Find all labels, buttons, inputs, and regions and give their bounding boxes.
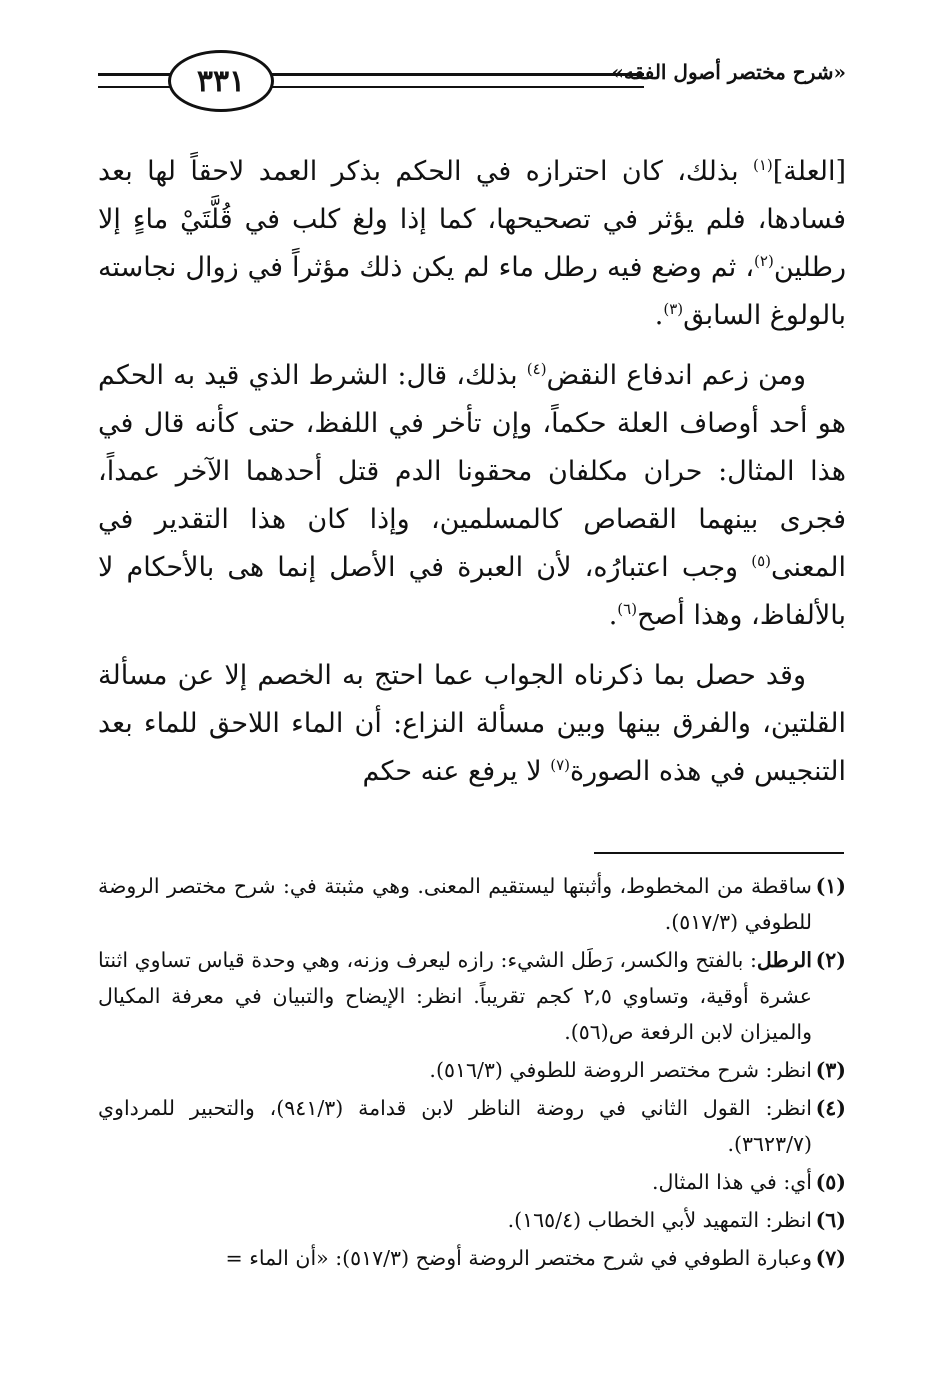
text-segment: .: [608, 600, 618, 631]
text-segment: لا يرفع عنه حكم: [362, 756, 551, 787]
text-segment: بذلك، كان احترازه في الحكم بذكر العمد لاحقاً لها بعد فسادها، فلم يؤثر في تصحيحها، كما إذا ولغ كلب في قُلَّتَيْ ماءٍ إلا رطلين: [98, 156, 846, 283]
footnote-number: (٤): [815, 1096, 846, 1120]
footnote-ref-3[interactable]: (٣): [663, 300, 684, 318]
footnote-text: انظر: التمهيد لأبي الخطاب (١٦٥/٤).: [507, 1208, 812, 1232]
footnote-5: [98, 1164, 846, 1200]
footnote-text: ساقطة من المخطوط، وأثبتها ليستقيم المعنى. وهي مثبتة في: شرح مختصر الروضة للطوفي (٥١٧/٣).: [98, 874, 812, 934]
page-number: ٣٣١: [168, 50, 274, 112]
header-rule-left: [98, 73, 178, 88]
footnote-number: (٥): [815, 1170, 846, 1194]
footnote-ref-6[interactable]: (٦): [617, 600, 638, 618]
footnote-term: الرطل: [756, 948, 812, 972]
running-title: «شرح مختصر أصول الفقه»: [611, 60, 846, 84]
main-text: [98, 148, 846, 808]
footnote-ref-4[interactable]: (٤): [526, 360, 547, 378]
text-segment: وقد حصل بما ذكرناه الجواب عما احتج به الخصم إلا عن مسألة القلتين، والفرق بينها وبين مسألة النزاع: أن الماء اللاحق للماء بعد التنجيس في هذه الصورة: [98, 660, 846, 787]
footnote-text: انظر: القول الثاني في روضة الناظر لابن قدامة (٩٤١/٣)، والتحبير للمرداوي (٣٦٢٣/٧).: [98, 1096, 813, 1156]
footnote-2: [98, 942, 846, 1050]
footnote-4: [98, 1090, 846, 1162]
footnote-number: (٢): [815, 948, 846, 972]
footnote-6: [98, 1202, 846, 1238]
footnote-number: (٦): [815, 1208, 846, 1232]
text-segment: وجب اعتبارُه، لأن العبرة في الأصل إنما هى بالأحكام لا بالألفاظ، وهذا أصح: [98, 552, 846, 631]
footnote-separator: [594, 852, 844, 854]
footnote-text: أي: في هذا المثال.: [652, 1170, 812, 1194]
footnote-text: : بالفتح والكسر، رَطَل الشيء: رازه ليعرف وزنه، وهي وحدة قياس تساوي اثنتا عشرة أوقية، وتساوي ٢,٥ كجم تقريباً. انظر: الإيضاح والتبيان في معرفة المكيال والميزان لابن الرفعة ص(٥٦).: [98, 948, 812, 1044]
footnote-ref-5[interactable]: (٥): [751, 552, 771, 570]
footnote-text: انظر: شرح مختصر الروضة للطوفي (٥١٦/٣).: [429, 1058, 812, 1082]
footnote-7: [98, 1240, 846, 1276]
footnote-number: (٧): [815, 1246, 846, 1270]
text-segment: ومن زعم اندفاع النقض: [546, 360, 807, 391]
footnote-ref-2[interactable]: (٢): [754, 252, 774, 270]
page-header: [98, 40, 846, 120]
footnotes: [98, 868, 846, 1278]
paragraph-3: [98, 652, 846, 796]
footnote-ref-1[interactable]: (١): [752, 156, 773, 174]
footnote-1: [98, 868, 846, 940]
text-segment: .: [654, 300, 664, 331]
text-segment: ، ثم وضع فيه رطل ماء لم يكن ذلك مؤثراً في زوال نجاسته بالولوغ السابق: [98, 252, 846, 331]
footnote-number: (٣): [815, 1058, 846, 1082]
header-rule-middle: [260, 73, 644, 88]
footnote-3: [98, 1052, 846, 1088]
footnote-text: وعبارة الطوفي في شرح مختصر الروضة أوضح (٥١٧/٣): «أن الماء =: [225, 1246, 812, 1270]
text-segment: [العلة]: [772, 156, 846, 187]
paragraph-2: [98, 352, 846, 640]
footnote-ref-7[interactable]: (٧): [550, 756, 570, 774]
text-segment: بذلك، قال: الشرط الذي قيد به الحكم هو أحد أوصاف العلة حكماً، وإن تأخر في اللفظ، حتى كأنه قال في هذا المثال: حران مكلفان محقونا الدم قتل أحدهما الآخر عمداً، فجرى بينهما القصاص كالمسلمين، وإذا كان هذا التقدير في المعنى: [98, 360, 846, 583]
footnote-number: (١): [815, 874, 846, 898]
paragraph-1: [98, 148, 846, 340]
